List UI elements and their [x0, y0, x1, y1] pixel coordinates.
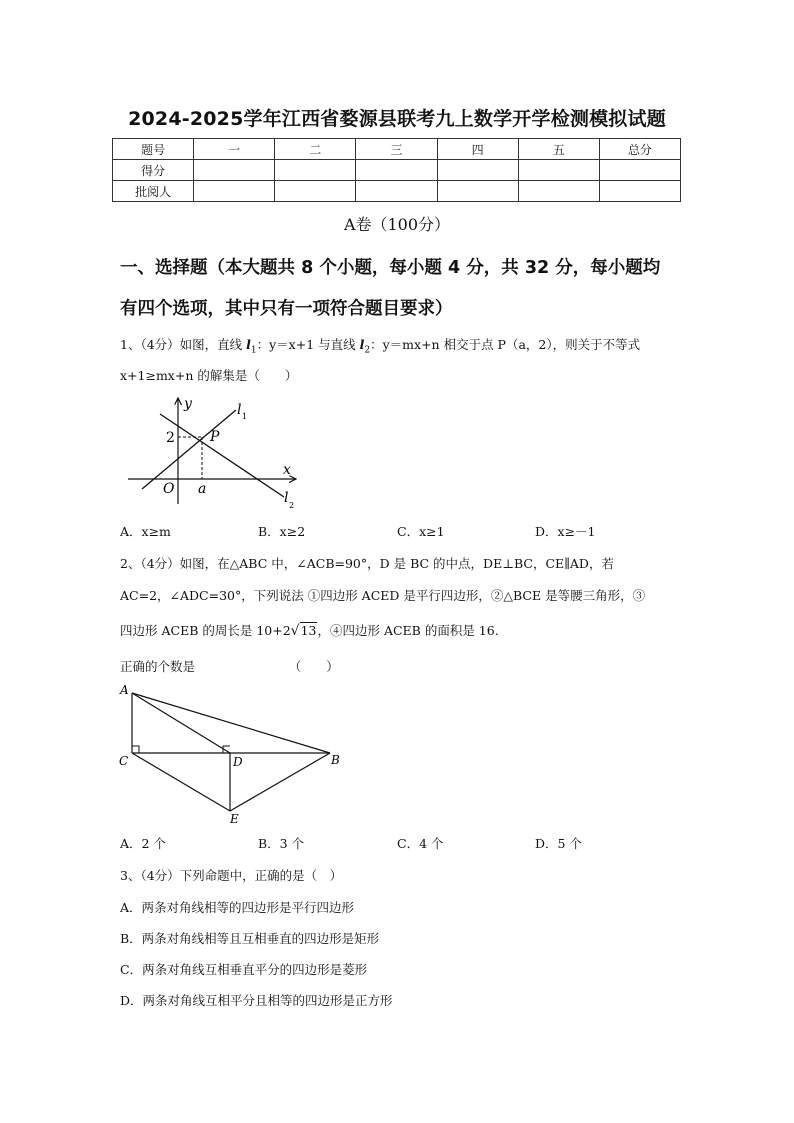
- label-p: P: [210, 429, 220, 445]
- table-header-cell: 题号: [113, 139, 194, 160]
- q1-option-d: D．x≥－1: [535, 524, 596, 539]
- table-header-cell: 二: [275, 139, 356, 160]
- label-a: A: [120, 683, 129, 697]
- table-row: [113, 181, 681, 202]
- label-origin: O: [163, 481, 175, 497]
- q3-stem: 3、（4分）下列命题中，正确的是（ ）: [120, 868, 343, 883]
- q2-stem-line2: AC=2，∠ADC=30°，下列说法 ①四边形 ACED 是平行四边形，②△BCE 是等腰三角形，③: [120, 588, 646, 603]
- right-angle-c: [132, 746, 139, 753]
- q2-stem-line1: 2、（4分）如图，在△ABC 中，∠ACB=90°，D 是 BC 的中点，DE⊥BC，CE∥AD，若: [120, 556, 614, 571]
- label-l2-sub: 2: [289, 501, 295, 510]
- row-label: 批阅人: [113, 181, 194, 202]
- label-two: 2: [166, 430, 175, 446]
- segment-eb: [230, 753, 330, 811]
- table-cell: [356, 181, 437, 202]
- table-cell: [599, 160, 680, 181]
- page-title: 2024-2025学年江西省婺源县联考九上数学开学检测模拟试题: [128, 108, 666, 130]
- q3-option-d: D．两条对角线互相平分且相等的四边形是正方形: [120, 993, 393, 1008]
- q2-stem-line3: 四边形 ACEB 的周长是 10+2√13，④四边形 ACEB 的面积是 16.: [120, 623, 499, 639]
- q2-option-b: B．3 个: [258, 836, 305, 851]
- label-c: C: [119, 754, 129, 768]
- table-cell: [437, 160, 518, 181]
- segment-ce: [132, 753, 230, 811]
- table-header-cell: 总分: [599, 139, 680, 160]
- segment-ad: [132, 693, 230, 753]
- sqrt-radicand: 13: [300, 623, 317, 638]
- label-l1: l: [237, 402, 242, 418]
- section-heading-line1: 一、选择题（本大题共 8 个小题，每小题 4 分，共 32 分，每小题均: [120, 258, 661, 278]
- q3-option-b: B．两条对角线相等且互相垂直的四边形是矩形: [120, 931, 380, 946]
- table-row: [113, 160, 681, 181]
- table-cell: [437, 181, 518, 202]
- label-l2: l: [284, 490, 289, 506]
- table-cell: [518, 181, 599, 202]
- row-label: 得分: [113, 160, 194, 181]
- label-b: B: [331, 753, 340, 767]
- q2-option-a: A．2 个: [120, 836, 166, 851]
- sqrt-symbol: √: [290, 623, 300, 639]
- q3-option-a: A．两条对角线相等的四边形是平行四边形: [120, 900, 355, 915]
- q1-stem-line2: x+1≥mx+n 的解集是（ ）: [120, 368, 298, 383]
- q2-option-c: C．4 个: [397, 836, 444, 851]
- table-cell: [194, 181, 275, 202]
- q2-stem-line4: 正确的个数是 （ ）: [120, 659, 339, 674]
- q1-stem-line1: 1、（4分）如图，直线 $l_1$：y＝x+1 与直线 $l_2$：y＝mx+n 相交于点 P（a，2），则关于不等式: [120, 337, 641, 356]
- label-y: y: [184, 396, 192, 412]
- label-d: D: [233, 755, 243, 769]
- table-cell: [518, 160, 599, 181]
- score-table: [112, 138, 681, 202]
- table-cell: [599, 181, 680, 202]
- table-cell: [194, 160, 275, 181]
- q2-option-d: D．5 个: [535, 836, 582, 851]
- q1-figure: [120, 392, 320, 514]
- q3-option-c: C．两条对角线互相垂直平分的四边形是菱形: [120, 962, 368, 977]
- table-header-cell: 一: [194, 139, 275, 160]
- table-row: [113, 139, 681, 160]
- table-header-cell: 四: [437, 139, 518, 160]
- table-cell: [275, 181, 356, 202]
- table-cell: [356, 160, 437, 181]
- volume-heading: A卷（100分）: [343, 215, 451, 234]
- label-l1-sub: 1: [242, 412, 248, 421]
- table-cell: [275, 160, 356, 181]
- label-a: a: [198, 481, 207, 497]
- segment-ab: [132, 693, 330, 753]
- line-l2: [160, 414, 284, 497]
- q1-option-a: A．x≥m: [120, 524, 171, 539]
- q1-option-b: B．x≥2: [258, 524, 306, 539]
- line-l1: [142, 410, 236, 489]
- table-header-cell: 三: [356, 139, 437, 160]
- section-heading-line2: 有四个选项，其中只有一项符合题目要求）: [120, 299, 453, 319]
- q2-figure: [112, 682, 352, 832]
- table-header-cell: 五: [518, 139, 599, 160]
- label-x: x: [283, 462, 291, 478]
- q1-option-c: C．x≥1: [397, 524, 445, 539]
- label-e: E: [230, 812, 239, 826]
